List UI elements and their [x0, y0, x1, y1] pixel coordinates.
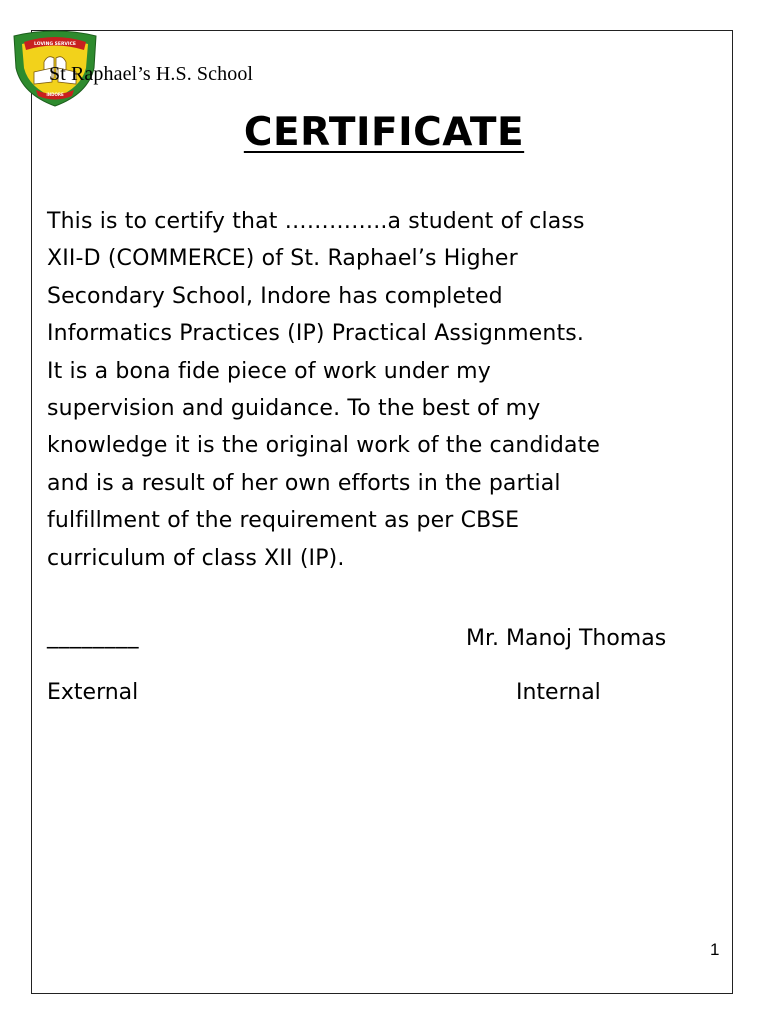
- body-line: supervision and guidance. To the best of my: [47, 396, 541, 422]
- body-line: XII-D (COMMERCE) of St. Raphael’s Higher: [47, 246, 518, 272]
- body-line: curriculum of class XII (IP).: [47, 545, 345, 571]
- certificate-title-text: CERTIFICATE: [243, 110, 525, 155]
- body-line: knowledge it is the original work of the candidate: [47, 433, 601, 459]
- body-line: Secondary School, Indore has completed: [47, 283, 503, 309]
- logo-bottom-text: INDORE: [46, 92, 64, 97]
- external-label: External: [47, 680, 139, 705]
- school-name: St Raphael’s H.S. School: [49, 63, 254, 85]
- body-line: and is a result of her own efforts in the partial: [47, 470, 561, 496]
- body-line: Informatics Practices (IP) Practical Assignments.: [47, 321, 584, 347]
- body-line: fulfillment of the requirement as per CBSE: [47, 508, 520, 534]
- logo-banner-text: LOVING SERVICE: [34, 42, 76, 47]
- internal-examiner-name: Mr. Manoj Thomas: [466, 626, 667, 651]
- page-number: 1: [710, 940, 720, 959]
- certificate-body: [47, 203, 737, 577]
- body-line: It is a bona fide piece of work under my: [47, 358, 491, 384]
- certificate-title: [0, 110, 768, 155]
- external-signature-line: ________: [47, 624, 139, 649]
- body-line: This is to certify that …………..a student of class: [47, 209, 585, 234]
- internal-label: Internal: [516, 680, 601, 705]
